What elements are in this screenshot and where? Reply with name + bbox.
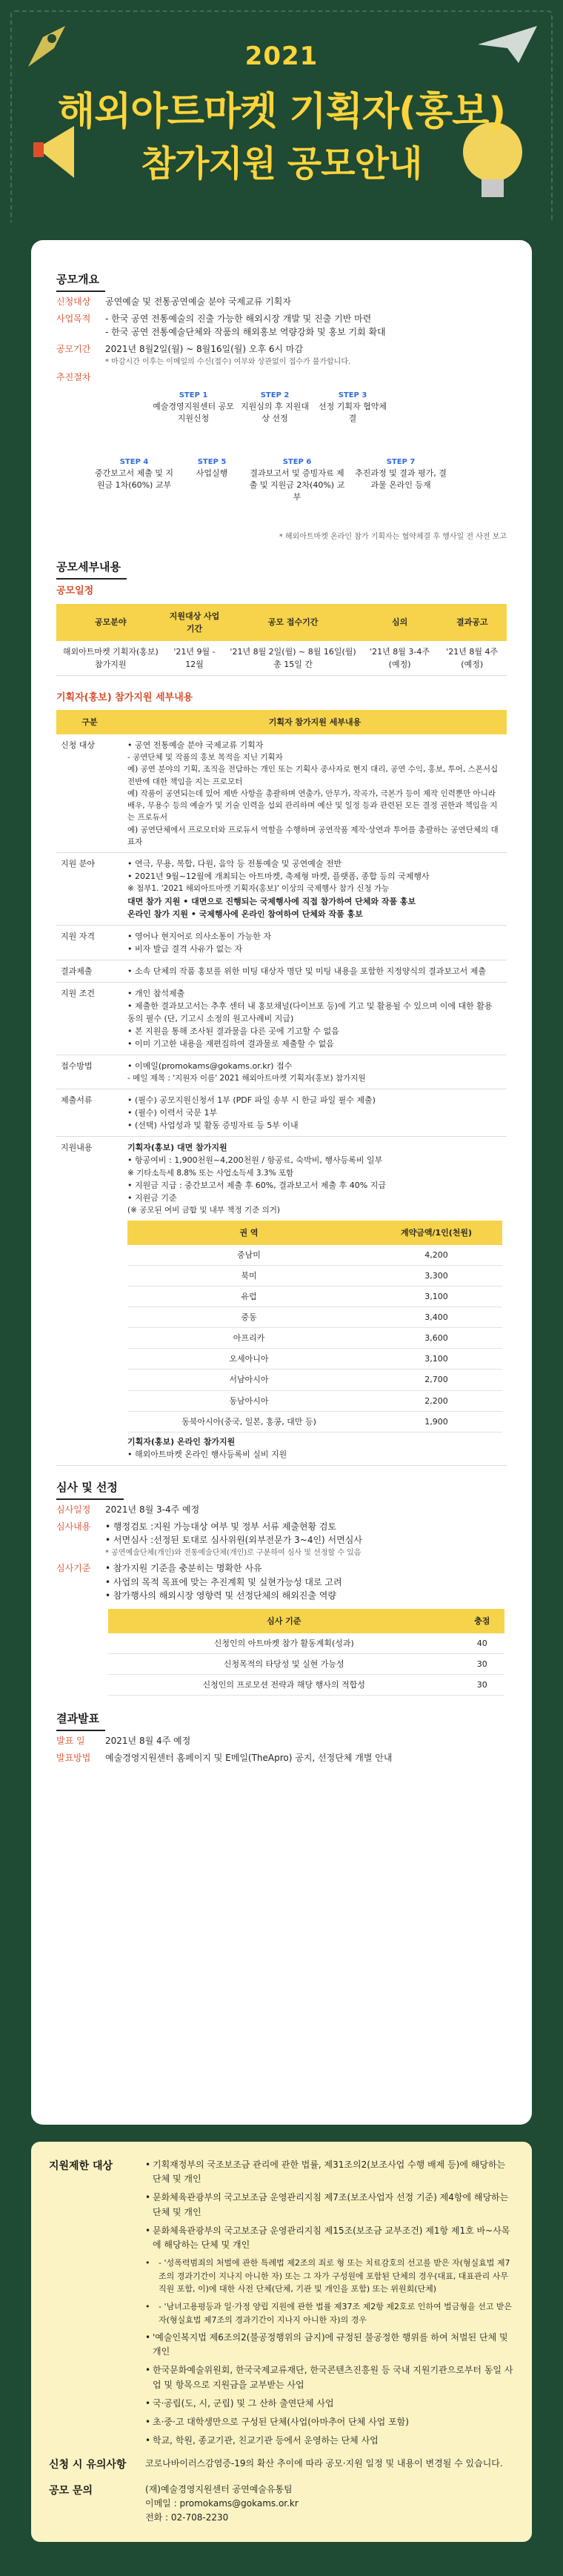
- table-row: [56, 982, 507, 1055]
- schedule-table: [56, 604, 507, 676]
- table-row: [56, 1089, 507, 1137]
- contact-email[interactable]: 이메일 : promokams@gokams.or.kr: [145, 2497, 299, 2509]
- review-criteria-label: 심사기준: [56, 1563, 91, 1574]
- support-line: ※ 기타소득세 8.8% 또는 사업소득세 3.3% 포함: [127, 1168, 294, 1178]
- list-item: • 문화체육관광부의 국고보조금 운영관리지침 제7조(보조사업자 선정 기준) 제4항에 해당하는 단체 및 개인: [145, 2191, 514, 2219]
- support-line: 기획자(홍보) 대면 참가지원: [127, 1143, 227, 1153]
- support-row-content: [123, 982, 507, 1055]
- support-line: • 영어나 현지어로 의사소통이 가능한 자: [127, 931, 271, 941]
- step-number: STEP 6: [282, 457, 312, 466]
- list-item: • '예술인복지법 제6조의2(불공정행위의 금지)에 규정된 불공정한 행위를 하여 처벌된 단체 및 개인: [145, 2331, 514, 2359]
- schedule-header: 지원대상 사업기간: [165, 604, 224, 641]
- step-number: STEP 4: [119, 457, 149, 466]
- eligibility-box: [31, 2142, 532, 2542]
- table-row: [108, 1675, 504, 1696]
- support-line: • (필수) 이력서 국문 1부: [127, 1108, 218, 1118]
- support-line: • 소속 단체의 작품 홍보를 위한 미팅 대상자 명단 및 미팅 내용을 포함한 지정양식의 결과보고서 제출: [127, 966, 486, 976]
- review-method-label: 심사내용: [56, 1521, 91, 1532]
- step-text: 예술경영지원센터 공모지원신청: [153, 402, 234, 424]
- support-label: 기획자(홍보) 참가지원 세부내용: [56, 691, 193, 703]
- step-number: STEP 1: [179, 391, 208, 399]
- review-method-line: • 행정검토 :지원 가능대상 여부 및 정부 서류 제출현황 검토: [105, 1521, 337, 1532]
- review-schedule-label: 심사일정: [56, 1504, 91, 1515]
- contact-org: (재)예술경영지원센터 공연예술유통팀: [145, 2483, 293, 2494]
- review-schedule-value: 2021년 8월 3-4주 예정: [105, 1504, 200, 1515]
- online-support-line: • 해외아트마켓 온라인 행사등록비 실비 지원: [127, 1449, 287, 1459]
- region-cell: 오세아니아: [127, 1349, 370, 1370]
- process-step-6: [249, 457, 345, 503]
- caution-text: 코로나바이러스감염증-19의 확산 추이에 따라 공모·지원 일정 및 내용이 변경될 수 있습니다.: [145, 2458, 503, 2469]
- criteria-cell: 40: [459, 1633, 504, 1654]
- list-item: • - '남녀고용평등과 일·가정 양립 지원에 관한 법률 제37조 제2항 제2호로 인하여 벌금형을 선고 받은 자(형실효법 제7조의 경과기간이 지나지 아니한 자)의 경우: [145, 2300, 514, 2326]
- criteria-header: 충점: [459, 1609, 504, 1633]
- overview-purpose-row: [56, 312, 507, 339]
- review-criteria-line: • 참가지원 기준을 충분히는 명확한 사유: [105, 1563, 262, 1574]
- review-method-line: * 공연예술단체(개인)와 전통예술단체(개인)로 구분하여 심사 및 선정할 수 있음: [105, 1548, 362, 1557]
- step-number: STEP 5: [197, 457, 227, 466]
- overview-period-value: 2021년 8월2일(월) ~ 8월16일(월) 오후 6시 마감: [105, 344, 304, 355]
- overview-purpose-line: - 한국 공연 전통예술단체와 작품의 해외홍보 역량강화 및 홍보 기회 확대: [105, 327, 386, 338]
- list-item: • 한국문화예술위원회, 한국국제교류재단, 한국콘텐츠진흥원 등 국내 지원기관으로부터 동일 사업 및 항목으로 지원금을 교부받는 사업: [145, 2363, 514, 2391]
- support-row-label: 접수방법: [56, 1055, 123, 1089]
- schedule-header: 공모분야: [56, 604, 165, 641]
- support-row-label: 제출서류: [56, 1089, 123, 1137]
- list-item: • 학교, 학원, 종교기관, 친교기관 등에서 운영하는 단체 사업: [145, 2434, 514, 2448]
- support-row-content: [123, 960, 507, 982]
- support-line: • 본 지원을 통해 조사된 결과물을 다른 곳에 기고할 수 없음: [127, 1026, 339, 1036]
- region-cell: 3,100: [370, 1349, 502, 1370]
- support-line: • 지원금 기준: [127, 1192, 177, 1203]
- result-method-row: [56, 1751, 507, 1765]
- support-header: 구분: [56, 710, 123, 734]
- region-cell: 2,200: [370, 1390, 502, 1411]
- support-row-content: [123, 1137, 507, 1465]
- support-line: • 제출한 결과보고서는 추후 센터 내 홍보채널(다이브포 등)에 기고 및 활용될 수 있으며 이에 대한 활용 동의 필수 (단, 기고시 소정의 원고사례비 지급): [127, 1000, 493, 1023]
- caution-row: [49, 2457, 514, 2473]
- contact-phone: 전화 : 02-708-2230: [145, 2512, 229, 2523]
- table-row: [127, 1390, 502, 1411]
- region-header: 계약금액/1인(천원): [370, 1221, 502, 1245]
- region-table: [127, 1221, 502, 1432]
- criteria-cell: 신청목적의 타당성 및 실현 가능성: [108, 1654, 459, 1675]
- support-line: • 지원금 지급 : 중간보고서 제출 후 60%, 결과보고서 제출 후 40% 지급: [127, 1180, 386, 1190]
- criteria-cell: 신청인의 아트마켓 참가 활동계획(성과): [108, 1633, 459, 1654]
- table-row: [56, 1055, 507, 1089]
- overview-purpose-label: 사업목적: [56, 313, 91, 324]
- hero-banner: [0, 0, 563, 222]
- table-row: [127, 1266, 502, 1287]
- list-item: • 초·중·고 대학생만으로 구성된 단체(사업(아마추어 단체 사업 포함): [145, 2415, 514, 2429]
- schedule-cell: '21년 8월 3-4주 (예정): [362, 641, 438, 676]
- support-line: • 항공여비 : 1,900천원~4,200천원 / 항공료, 숙박비, 행사등록비 일부: [127, 1155, 383, 1166]
- review-schedule-row: [56, 1503, 507, 1517]
- table-row: [127, 1245, 502, 1266]
- review-method-row: [56, 1520, 507, 1559]
- support-header: 기획자 참가지원 세부내용: [123, 710, 507, 734]
- criteria-header: 심사 기준: [108, 1609, 459, 1633]
- schedule-cell: '21년 9월 - 12월: [165, 641, 224, 676]
- support-line: 예) 공연단체에서 프로모터와 프로듀서 역할을 수행하며 공연작품 제작·상연과 투어를 총괄하는 공연단체의 대표자: [127, 825, 499, 846]
- schedule-cell: '21년 8월 4주 (예정): [437, 641, 507, 676]
- support-row-content: [123, 1089, 507, 1137]
- table-row: [56, 960, 507, 982]
- step-number: STEP 7: [386, 457, 416, 466]
- eligibility-label: 지원제한 대상: [49, 2160, 113, 2172]
- support-row-label: 결과제출: [56, 960, 123, 982]
- region-cell: 동남아시아: [127, 1390, 370, 1411]
- table-row: [56, 734, 507, 853]
- support-row-content: [123, 853, 507, 925]
- region-cell: 서남아시아: [127, 1370, 370, 1390]
- step-number: STEP 2: [260, 391, 290, 399]
- support-line: ※ 첨부1. '2021 해외아트마켓 기획자(홍보)' 이상의 국제행사 참가 신청 가능: [127, 884, 390, 894]
- schedule-header: 결과공고: [437, 604, 507, 641]
- step-text: 중간보고서 제출 및 지원금 1차(60%) 교부: [94, 468, 174, 491]
- review-criteria-line: • 참가행사의 해외시장 영향력 및 선정단체의 해외진출 역량: [105, 1590, 336, 1601]
- result-heading: 결과발표: [56, 1710, 105, 1731]
- support-line: • 이메일(promokams@gokams.or.kr) 접수: [127, 1060, 293, 1071]
- region-cell: 3,400: [370, 1307, 502, 1328]
- table-row: [56, 925, 507, 960]
- list-item: • 문화체육관광부의 국고보조금 운영관리지침 제15조(보조금 교부조건) 제1항 제1호 바~사목에 해당하는 단체 및 개인: [145, 2224, 514, 2252]
- table-row: [56, 853, 507, 925]
- region-cell: 북미: [127, 1266, 370, 1287]
- process-step-4: [93, 457, 175, 491]
- region-cell: 3,100: [370, 1287, 502, 1307]
- support-line: 예) 공연 분야의 기획, 조직을 전담하는 개인 또는 기획사 종사자로 현지 대리, 공연 수익, 홍보, 투어, 스폰서십 전반에 대한 책임을 지는 프로모터: [127, 765, 499, 786]
- step-text: 사업실행: [196, 468, 228, 479]
- region-cell: 3,300: [370, 1266, 502, 1287]
- table-row: [56, 1137, 507, 1465]
- support-table: [56, 710, 507, 1466]
- review-criteria-row: [56, 1561, 507, 1603]
- region-cell: 1,900: [370, 1411, 502, 1432]
- result-method-label: 발표방법: [56, 1753, 91, 1764]
- support-line: • 연극, 무용, 복합, 다원, 음악 등 전통예술 및 공연예술 전반: [127, 859, 342, 869]
- support-line: • 2021년 9월~12월에 개최되는 아트마켓, 축제형 마켓, 플랫폼, 종합 등의 국제행사: [127, 872, 430, 882]
- online-support-title: 기획자(홍보) 온라인 참가지원: [127, 1436, 236, 1447]
- table-row: [127, 1411, 502, 1432]
- criteria-cell: 신청인의 프로모션 전략과 해당 행사의 적합성: [108, 1675, 459, 1696]
- review-heading: 심사 및 선정: [56, 1479, 124, 1500]
- process-step-5: [182, 457, 241, 479]
- hero-year: 2021: [244, 42, 319, 71]
- schedule-header: 심의: [362, 604, 438, 641]
- process-step-7: [353, 457, 449, 491]
- process-note: * 해외아트마켓 온라인 참가 기획자는 협약체결 후 행사일 전 사전 보고: [279, 532, 507, 541]
- region-cell: 아프리카: [127, 1328, 370, 1349]
- step-number: STEP 3: [338, 391, 367, 399]
- hero-title-line2: 참가지원 공모안내: [141, 143, 422, 185]
- contact-label: 공모 문의: [49, 2484, 93, 2497]
- table-row: [127, 1328, 502, 1349]
- table-row: [127, 1287, 502, 1307]
- support-line: • 개인 참석제출: [127, 988, 185, 998]
- result-date-label: 발표 일: [56, 1736, 85, 1747]
- region-cell: 중남미: [127, 1245, 370, 1266]
- list-item: • 기획재정부의 국조보조금 관리에 관한 법률, 제31조의2(보조사업 수행 배제 등)에 해당하는 단체 및 개인: [145, 2158, 514, 2186]
- support-line: (※ 공모된 여비 금합 및 내부 책정 기준 의거): [127, 1205, 280, 1215]
- table-row: [127, 1370, 502, 1390]
- support-line: - 메일 제목 : '지원자 이름' 2021 해외아트마켓 기획자(홍보) 참가지원: [127, 1074, 366, 1083]
- overview-period-note: * 마감시간 이후는 이메일의 수신(접수) 여부와 상관없이 접수가 불가합니다.: [105, 357, 351, 366]
- region-cell: 2,700: [370, 1370, 502, 1390]
- overview-process-label: 추진절차: [56, 372, 91, 383]
- table-row: [108, 1654, 504, 1675]
- overview-process-row: [56, 371, 507, 385]
- schedule-header: 공모 접수기간: [224, 604, 362, 641]
- step-text: 추진과정 및 결과 평가, 결과물 온라인 등재: [355, 468, 447, 491]
- details-heading: 공모세부내용: [56, 559, 127, 580]
- result-method-value: 예술경영지원센터 홈페이지 및 E메일(TheApro) 공지, 선정단체 개별 안내: [105, 1753, 393, 1764]
- schedule-cell: '21년 8월 2일(월) ~ 8월 16일(월) 총 15일 간: [224, 641, 362, 676]
- support-line: • 이미 기고한 내용을 재편집하여 결과물로 제출할 수 없음: [127, 1038, 334, 1049]
- region-header: 권 역: [127, 1221, 370, 1245]
- support-line: 온라인 참가 지원 • 국제행사에 온라인 참여하여 단체와 작품 홍보: [127, 909, 363, 919]
- announcement-paper: [31, 240, 532, 2125]
- support-row-content: [123, 1055, 507, 1089]
- table-row: [108, 1633, 504, 1654]
- review-criteria-table: [108, 1609, 504, 1696]
- support-line: - 공연단체 및 작품의 홍보 목적을 지닌 기획자: [127, 753, 283, 763]
- process-step-1: [153, 391, 234, 425]
- table-row: [127, 1307, 502, 1328]
- support-line: • 비자 발급 결격 사유가 없는 자: [127, 943, 242, 954]
- list-item: • 국·공립(도, 시, 군립) 및 그 산하 출연단체 사업: [145, 2397, 514, 2411]
- process-step-3: [316, 391, 390, 425]
- step-text: 선정 기획자 협약체결: [318, 402, 387, 424]
- overview-period-label: 공모기간: [56, 344, 91, 355]
- overview-target-value: 공연예술 및 전통공연예술 분야 국제교류 기획자: [105, 296, 291, 308]
- table-row: [127, 1349, 502, 1370]
- contact-row: [49, 2483, 514, 2526]
- support-line: • (필수) 공모지원신청서 1부 (PDF 파일 송부 시 한글 파일 필수 제출): [127, 1095, 376, 1106]
- support-row-label: 지원 분야: [56, 853, 123, 925]
- region-cell: 동북아시아(중국, 일본, 홍콩, 대만 등): [127, 1411, 370, 1432]
- support-line: • 공연 전통예술 분야 국제교류 기획자: [127, 740, 264, 750]
- schedule-cell: 해외아트마켓 기획자(홍보) 참가지원: [56, 641, 165, 676]
- support-line: • (선택) 사업성과 및 활동 증빙자료 등 5부 이내: [127, 1121, 299, 1131]
- support-line: 예) 작품이 공연되는데 있어 제반 사항을 총괄하며 연출가, 안무가, 작곡가, 극본가 등이 제작 인력뿐만 아니라 배우, 무용수 등의 예술가 및 기술 인력을 섭외 관리하며 예산 및 일정 등과 관련된 모든 결정 권한과 책임을 지는 프로듀서: [127, 789, 498, 823]
- overview-period-row: [56, 342, 507, 368]
- review-method-line: • 서면심사 :선정된 토대로 심사위원(외부전문가 3~4인) 서면심사: [105, 1535, 362, 1546]
- overview-purpose-line: - 한국 공연 전통예술의 진출 가능한 해외시장 개발 및 진출 기반 마련: [105, 313, 372, 324]
- criteria-cell: 30: [459, 1654, 504, 1675]
- criteria-cell: 30: [459, 1675, 504, 1696]
- overview-target-row: [56, 295, 507, 309]
- region-cell: 4,200: [370, 1245, 502, 1266]
- support-row-label: 신청 대상: [56, 734, 123, 853]
- region-cell: 3,600: [370, 1328, 502, 1349]
- caution-label: 신청 시 유의사항: [49, 2459, 127, 2472]
- result-date-value: 2021년 8월 4주 예정: [105, 1736, 191, 1747]
- support-row-content: [123, 734, 507, 853]
- eligibility-row: [49, 2158, 514, 2452]
- step-text: 결과보고서 및 증빙자료 제출 및 지원금 2차(40%) 교부: [249, 468, 345, 502]
- result-date-row: [56, 1734, 507, 1748]
- review-criteria-line: • 사업의 목적 목표에 맞는 추진계획 및 실현가능성 대로 고려: [105, 1576, 342, 1587]
- region-cell: 유럽: [127, 1287, 370, 1307]
- list-item: • - '성폭력범죄의 처벌에 관한 특례법 제2조의 죄로 형 또는 치료감호의 선고를 받은 자(형실효법 제7조의 경과기간이 지나지 아니한 자) 또는 그 자가 구성원에 포함된 단체의 경우(대표, 대표관리 사무직원 포함, 이)에 대한 사전 단체(단체, 기관 및 개인을 포함) 또는 위원회(단체): [145, 2257, 514, 2296]
- step-text: 지원심의 후 지원대상 선정: [240, 402, 309, 424]
- support-row-label: 지원 자격: [56, 925, 123, 960]
- overview-target-label: 신청대상: [56, 296, 91, 308]
- support-row-label: 지원 조건: [56, 982, 123, 1055]
- process-steps: [56, 391, 507, 531]
- support-line: 대면 참가 지원 • 대면으로 진행되는 국제행사에 직접 참가하여 단체와 작품 홍보: [127, 896, 416, 906]
- support-row-content: [123, 925, 507, 960]
- support-row-label: 지원내용: [56, 1137, 123, 1465]
- process-step-2: [238, 391, 312, 425]
- eligibility-list: [145, 2158, 514, 2448]
- schedule-label: 공모일정: [56, 585, 94, 597]
- table-row: [56, 641, 507, 676]
- hero-title-line1: 해외아트마켓 기획자(홍보): [57, 90, 506, 134]
- overview-heading: 공모개요: [56, 271, 105, 292]
- region-cell: 중동: [127, 1307, 370, 1328]
